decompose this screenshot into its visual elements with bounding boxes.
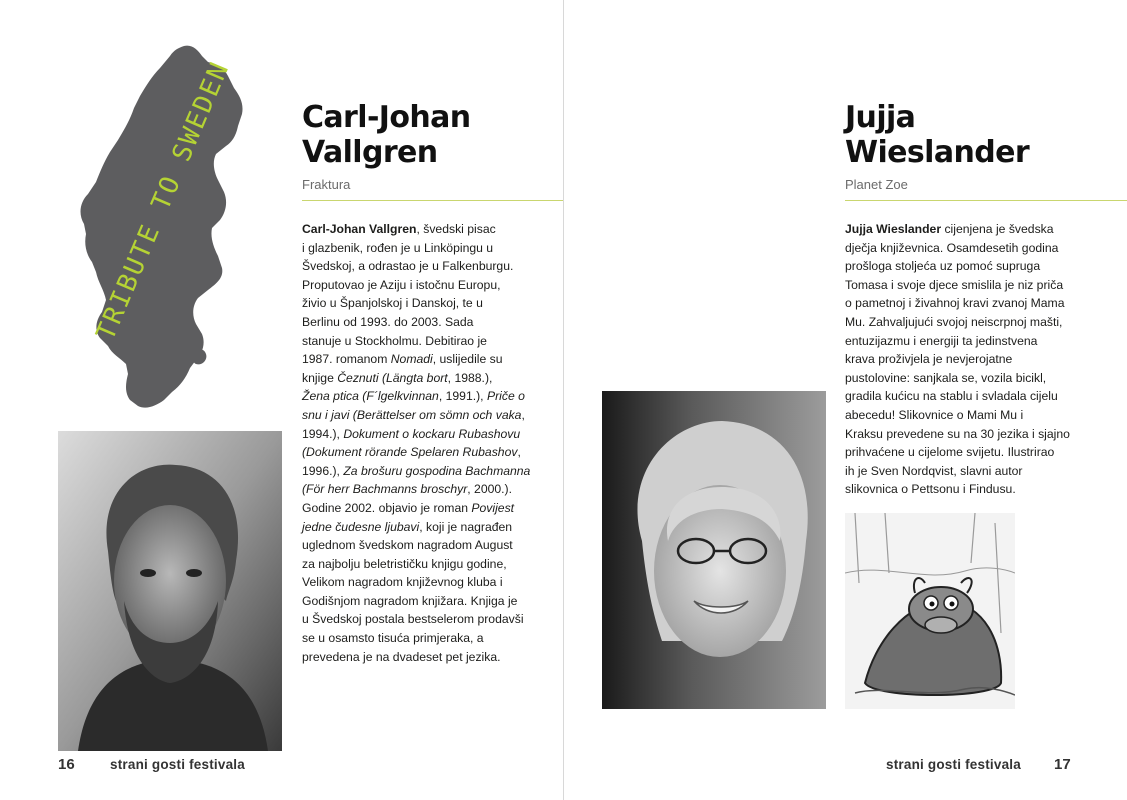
bio-line [302,536,557,555]
bio-line [845,257,1115,276]
bio-text-run: dječja književnica. Osamdesetih godina [845,240,1059,255]
bio-text-run: (Dokument rörande Spelaren Rubashov [302,445,518,460]
bio-text-run: slikovnica o Pettsonu i Findusu. [845,482,1016,497]
bio-line [845,425,1115,444]
bio-text-run: Povijest [471,500,515,515]
sweden-map-icon [66,42,256,418]
bio-line [302,276,557,295]
bio-line [302,555,557,574]
sweden-map-illustration [66,42,256,418]
bio-text-run: Čeznuti (Längta bort [337,370,448,385]
author-name-line1: Carl-Johan [302,100,471,135]
bio-line [845,313,1115,332]
author-bio [302,220,557,666]
author-name-line2: Vallgren [302,135,438,170]
bio-text-run: Priče o [486,389,525,404]
bio-line [302,518,557,537]
bio-text-run: , 2000.). [467,482,512,497]
bio-line [845,480,1115,499]
bio-text-run: prevedena je na dvadeset pet jezika. [302,649,501,664]
bio-text-run: Velikom nagradom književnog kluba i [302,575,503,590]
book-illustration [845,513,1015,709]
bio-text-run: , uslijedile su [432,352,503,367]
right-page [564,0,1127,800]
bio-line [302,499,557,518]
bio-text-run: , 1988.), [447,370,493,385]
page-number: 16 [58,756,75,773]
bio-text-run: Tomasa i svoje djece smislila je niz priča [845,277,1064,292]
bio-line [302,610,557,629]
bio-line [302,369,557,388]
bio-line [845,294,1115,313]
bio-text-run: o pametnoj i živahnoj kravi zvanoj Mama [845,296,1065,311]
bio-line [845,443,1115,462]
author-bio [845,220,1115,499]
bio-text-run: gradila kućicu na stablu i svladala cijelu [845,389,1058,404]
bio-text-run: stanuje u Stockholmu. Debitirao je [302,333,487,348]
book-title: Fraktura [302,177,351,192]
bio-line [302,332,557,351]
author-name [302,100,471,170]
bio-text-run: Godine 2002. objavio je roman [302,500,472,515]
bio-text-run: Berlinu od 1993. do 2003. Sada [302,314,474,329]
bio-line [845,369,1115,388]
bio-text-run: Jujja Wieslander [845,222,942,236]
bio-line [845,406,1115,425]
author-name [845,100,1029,170]
bio-text-run: Proputovao je Aziju i istočnu Europu, [302,277,501,292]
bio-text-run: Švedskoj, a odrastao je u Falkenburgu. [302,259,514,274]
bio-text-run: i glazbenik, rođen je u Linköpingu u [302,240,494,255]
tribute-banner-text: TRIBUTE TO SWEDEN [90,56,236,345]
bio-text-run: , [521,407,525,422]
title-divider [302,200,563,201]
footer-label: strani gosti festivala [886,757,1021,772]
bio-text-run: (För herr Bachmanns broschyr [302,482,468,497]
title-divider [845,200,1127,201]
bio-text-run: za najbolju beletrističku knjigu godine, [302,556,507,571]
bio-text-run: Kraksu prevedene su na 30 jezika i sjajno [845,426,1070,441]
bio-text-run: , [517,445,521,460]
bio-line [302,443,557,462]
bio-text-run: 1996.), [302,463,344,478]
bio-text-run: prihvaćene u cijelome svijetu. Ilustrirao [845,445,1055,460]
bio-text-run: jedne čudesne ljubavi [302,519,420,534]
author-photo [58,431,282,751]
bio-text-run: prošloga stoljeća uz pomoć supruga [845,259,1041,274]
bio-line [845,387,1115,406]
bio-line [302,294,557,313]
bio-line [845,462,1115,481]
bio-line [302,406,557,425]
bio-line [845,220,1115,239]
bio-text-run: abecedu! Slikovnice o Mami Mu i [845,407,1024,422]
bio-line [845,276,1115,295]
bio-line [302,462,557,481]
bio-text-run: Žena ptica (F´lgelkvinnan [302,389,439,404]
bio-text-run: cijenjena je švedska [941,222,1054,236]
bio-text-run: Nomadi [390,352,433,367]
bio-text-run: , švedski pisac [416,222,496,236]
bio-text-run: snu i javi (Berättelser om sömn och vaka [302,407,522,422]
bio-line [845,239,1115,258]
bio-line [302,387,557,406]
bio-line [302,313,557,332]
footer-label: strani gosti festivala [110,757,245,772]
author-name-line1: Jujja [845,100,916,135]
bio-text-run: u Švedskoj postala bestselerom prodavši [302,612,524,627]
bio-text-run: krava proživjela je nevjerojatne [845,352,1013,367]
bio-text-run: Godišnjom nagradom knjižara. Knjiga je [302,593,518,608]
bio-line [302,425,557,444]
bio-line [302,573,557,592]
bio-text-run: Za brošuru gospodina Bachmanna [343,463,531,478]
bio-text-run: Dokument o kockaru Rubashovu [343,426,521,441]
bio-text-run: , 1991.), [438,389,487,404]
bio-line [302,220,557,239]
author-name-line2: Wieslander [845,135,1030,170]
bio-line [302,257,557,276]
bio-text-run: knjige [302,370,338,385]
bio-line [302,350,557,369]
bio-line [302,239,557,258]
bio-line [845,332,1115,351]
bio-text-run: , koji je nagrađen [419,519,513,534]
bio-line [302,629,557,648]
book-title: Planet Zoe [845,177,908,192]
bio-text-run: uglednom švedskom nagradom August [302,538,513,553]
bio-text-run: živio u Španjolskoj i Danskoj, te u [302,296,483,311]
bio-line [302,480,557,499]
bio-line [845,350,1115,369]
bio-text-run: se u osamsto tisuća primjeraka, a [302,631,484,646]
author-photo [602,391,826,709]
bio-text-run: pustolovine: sanjkala se, vozila bicikl, [845,370,1047,385]
bio-text-run: 1994.), [302,426,344,441]
page-number: 17 [1054,756,1071,773]
bio-text-run: 1987. romanom [302,352,391,367]
bio-line [302,592,557,611]
bio-line [302,648,557,667]
bio-text-run: ih je Sven Nordqvist, slavni autor [845,463,1023,478]
bio-text-run: Carl-Johan Vallgren [302,222,417,236]
bio-text-run: Mu. Zahvaljujući svojoj neiscrpnoj mašti, [845,314,1063,329]
left-page [0,0,563,800]
bio-text-run: entuzijazmu i energiji ta jedinstvena [845,333,1038,348]
